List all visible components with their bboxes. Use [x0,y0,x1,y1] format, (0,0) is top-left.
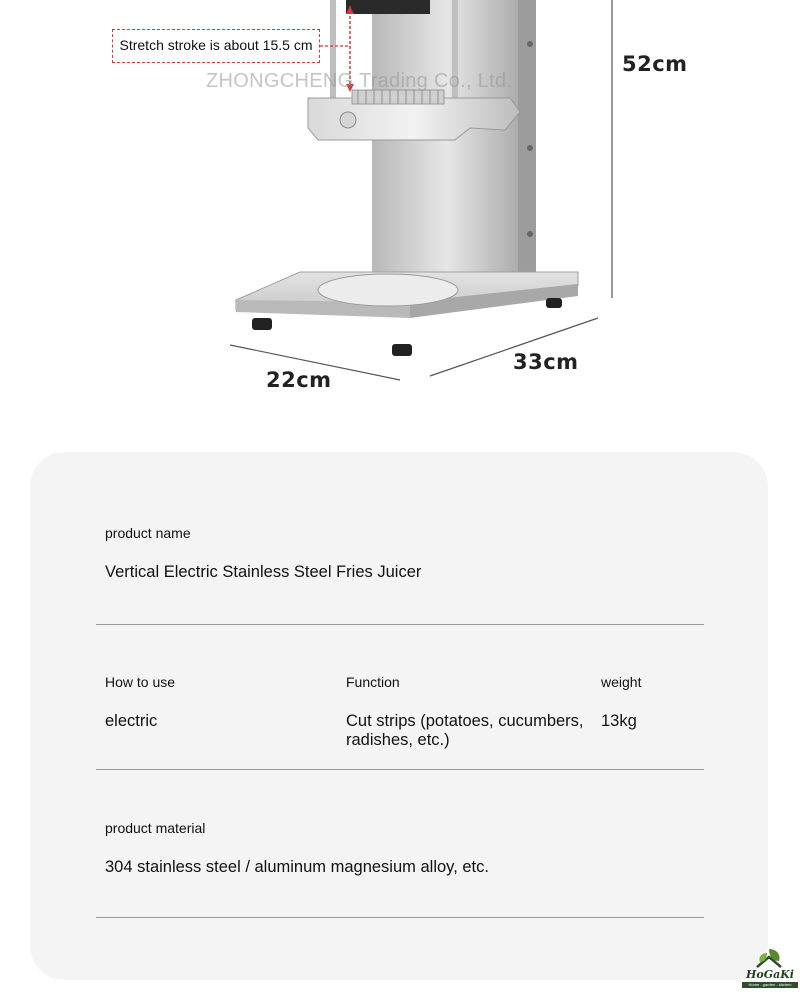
product-name-value: Vertical Electric Stainless Steel Fries Juicer [105,563,422,581]
height-label: 52cm [622,52,688,76]
back-column [372,0,522,286]
product-figure [0,0,800,420]
screw-icon [527,41,533,47]
material-label: product material [105,820,206,836]
stroke-callout: Stretch stroke is about 15.5 cm [112,29,320,63]
divider [96,624,704,625]
watermark: ZHONGCHENG Trading Co., Ltd. [206,70,513,92]
how-to-use-value: electric [105,712,158,730]
foot [546,298,562,308]
how-to-use-label: How to use [105,674,176,690]
width-label: 22cm [266,368,332,392]
material-value: 304 stainless steel / aluminum magnesium alloy, etc. [105,858,489,876]
product-name-label: product name [105,525,191,541]
function-value-line2: radishes, etc.) [346,731,450,749]
catch-plate [318,274,458,306]
divider [96,917,704,918]
foot [252,318,272,330]
column-side [518,0,536,290]
screw-icon [527,145,533,151]
pusher-head [346,0,430,14]
screw-icon [527,231,533,237]
depth-label: 33cm [513,350,579,374]
weight-value: 13kg [601,712,637,730]
foot [392,344,412,356]
weight-label: weight [601,674,642,690]
function-label: Function [346,674,400,690]
knob-icon [340,112,356,128]
divider [96,769,704,770]
brand-tagline: Home - garden - kitchen [742,982,798,988]
function-value-line1: Cut strips (potatoes, cucumbers, [346,712,584,730]
brand-name: HoGaKi [746,968,794,981]
